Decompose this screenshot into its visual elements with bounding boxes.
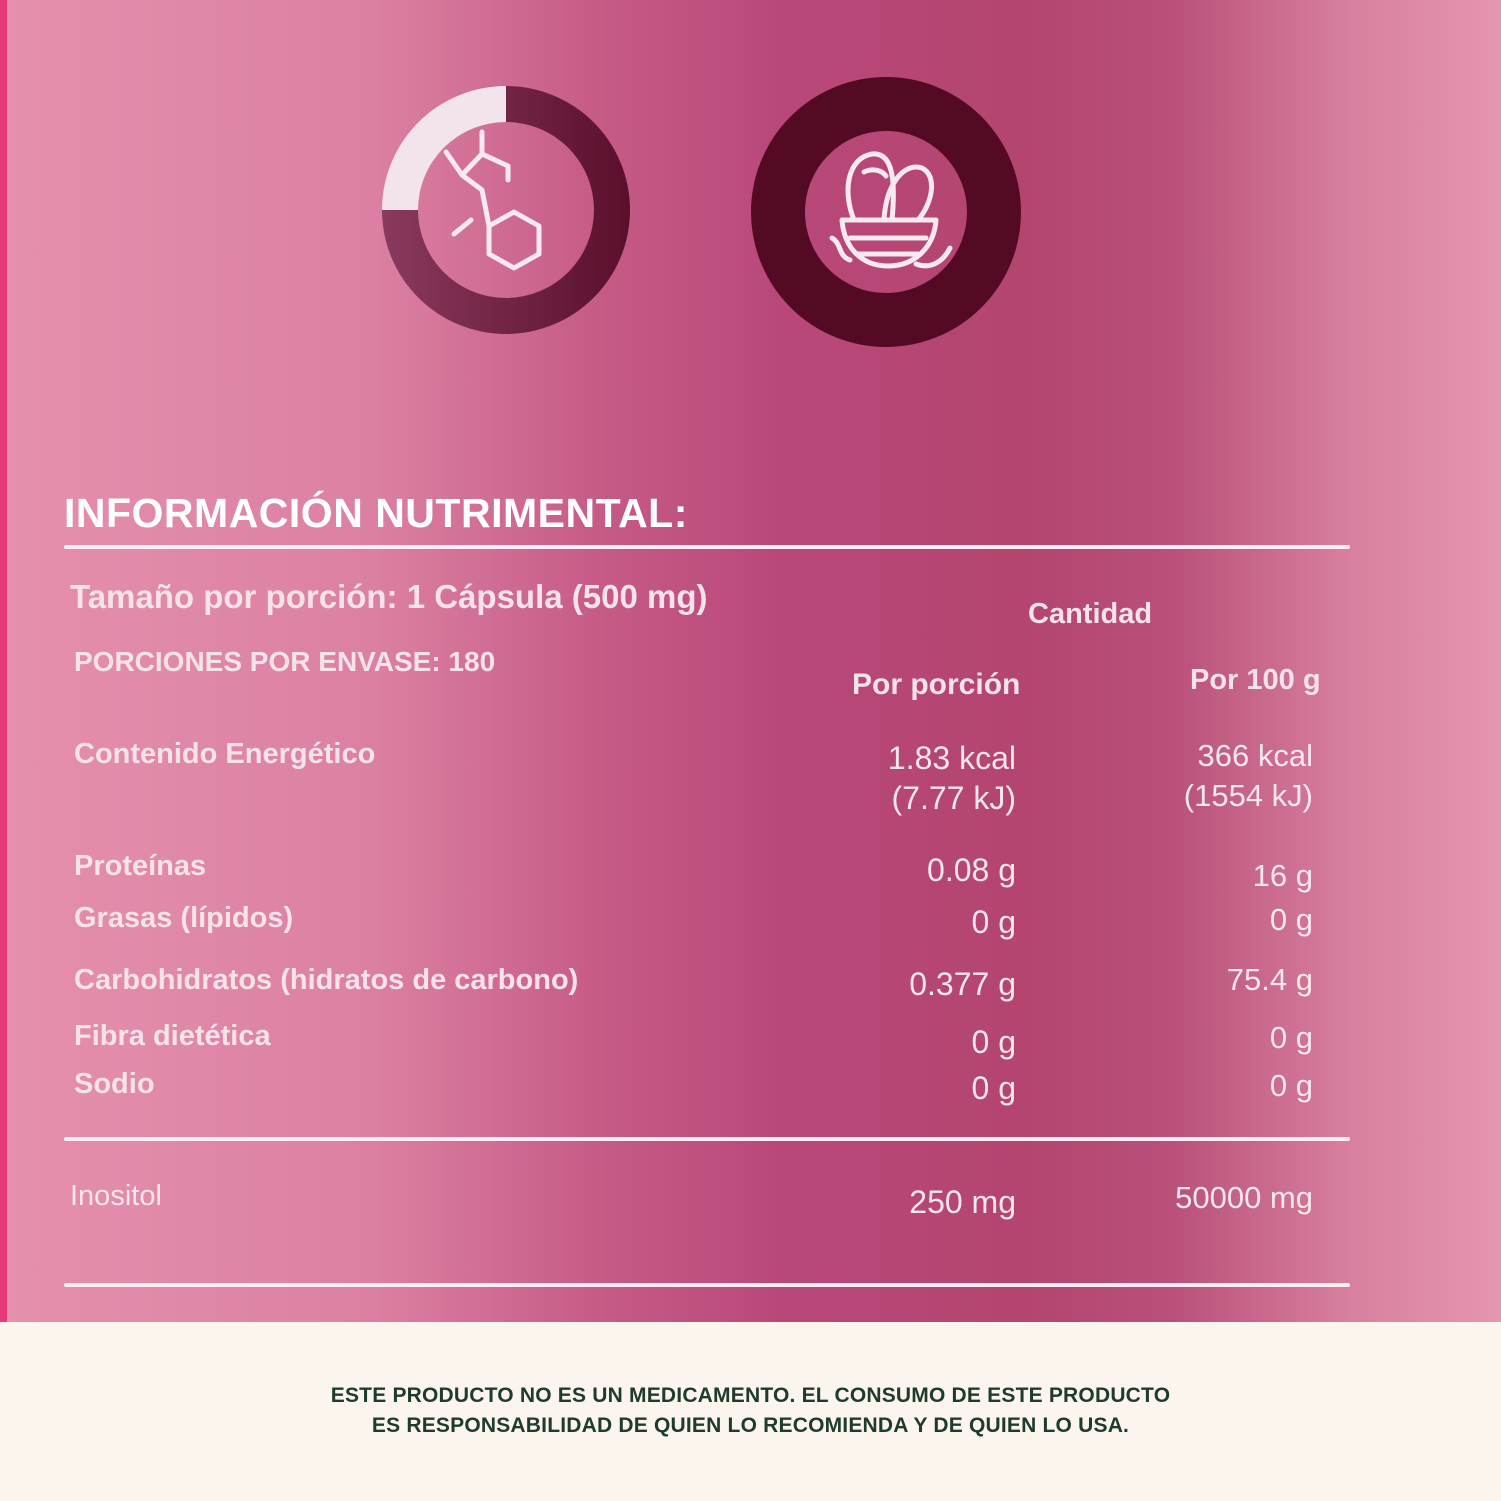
row-value-per-100g: 0 g [1269,1020,1313,1055]
column-header-per-serving: Por porción [852,668,1021,701]
row-label: Contenido Energético [74,738,376,770]
footer [0,1322,1501,1501]
row-value-per-100g-kj: (1554 kJ) [1183,778,1313,813]
inositol-per-100g: 50000 mg [1175,1180,1313,1215]
serving-size: Tamaño por porción: 1 Cápsula (500 mg) [70,578,708,615]
top-divider [64,545,1350,549]
bottom-divider [64,1283,1350,1287]
row-label: Proteínas [74,850,207,882]
row-value-per-100g: 16 g [1252,858,1313,893]
disclaimer-line-1: ESTE PRODUCTO NO ES UN MEDICAMENTO. EL CONSUMO DE ESTE PRODUCTO [330,1384,1171,1407]
row-label: Carbohidratos (hidratos de carbono) [74,964,579,996]
accent-edge [0,0,7,1322]
row-value-per-100g: 75.4 g [1226,962,1313,997]
inositol-per-serving: 250 mg [909,1184,1016,1220]
column-header-per-100g: Por 100 g [1190,664,1321,696]
row-value-per-serving: 1.83 kcal [887,740,1016,776]
row-value-per-serving: 0 g [971,904,1016,940]
column-header-cantidad: Cantidad [1028,598,1153,630]
row-label: Fibra dietética [74,1020,271,1052]
row-value-per-serving: 0 g [971,1070,1016,1106]
middle-divider [64,1137,1350,1141]
row-value-per-serving: 0 g [971,1024,1016,1060]
row-value-per-serving: 0.08 g [927,852,1016,888]
molecule-icon [366,70,646,350]
row-label: Sodio [74,1068,155,1100]
servings-per-container: PORCIONES POR ENVASE: 180 [74,646,496,677]
row-value-per-100g: 0 g [1269,902,1313,937]
row-value-per-100g: 0 g [1269,1068,1313,1103]
inositol-label: Inositol [70,1180,162,1212]
disclaimer-line-2: ES RESPONSABILIDAD DE QUIEN LO RECOMIENDA Y DE QUIEN LO USA. [371,1414,1130,1437]
row-value-per-100g: 366 kcal [1197,738,1313,773]
row-value-per-serving-kj: (7.77 kJ) [891,780,1016,816]
row-value-per-serving: 0.377 g [909,966,1016,1002]
row-label: Grasas (lípidos) [74,902,294,934]
section-title: INFORMACIÓN NUTRIMENTAL: [64,490,688,536]
nuts-basket-icon [746,72,1026,352]
